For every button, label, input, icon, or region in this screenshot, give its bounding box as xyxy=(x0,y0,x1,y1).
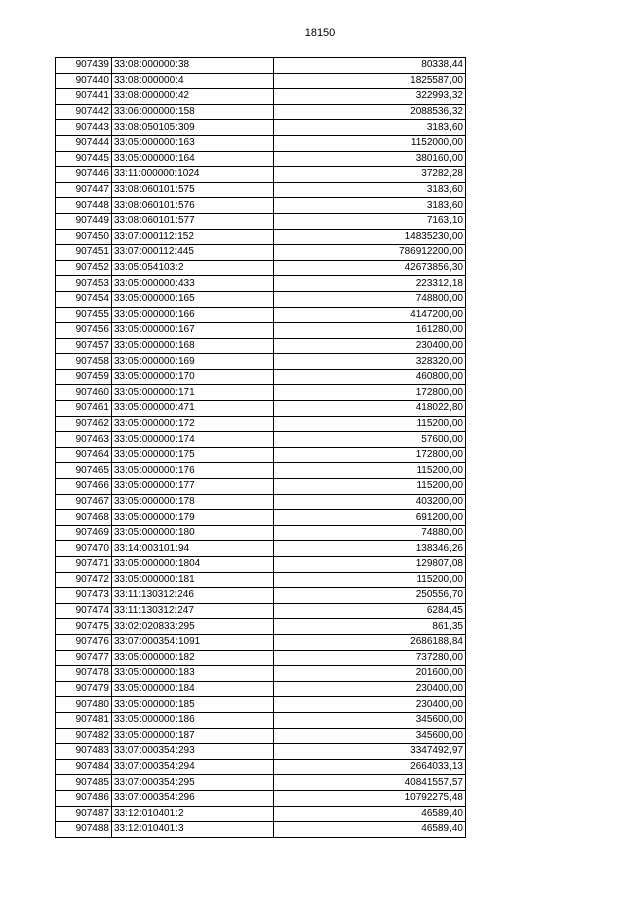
table-row xyxy=(56,416,466,432)
cadastral-value-cell: 138346,26 xyxy=(274,541,466,557)
row-number-cell: 907466 xyxy=(56,479,112,495)
cadastral-number-cell: 33:08:000000:4 xyxy=(112,73,274,89)
row-number-cell: 907479 xyxy=(56,681,112,697)
cadastral-value-cell: 691200,00 xyxy=(274,510,466,526)
table-row xyxy=(56,120,466,136)
row-number-cell: 907477 xyxy=(56,650,112,666)
row-number-cell: 907475 xyxy=(56,619,112,635)
table-row xyxy=(56,58,466,74)
row-number-cell: 907448 xyxy=(56,198,112,214)
cadastral-value-cell: 230400,00 xyxy=(274,681,466,697)
table-row xyxy=(56,728,466,744)
cadastral-number-cell: 33:02:020833:295 xyxy=(112,619,274,635)
table-row xyxy=(56,806,466,822)
cadastral-value-cell: 172800,00 xyxy=(274,447,466,463)
cadastral-number-cell: 33:07:000354:295 xyxy=(112,775,274,791)
table-row xyxy=(56,401,466,417)
cadastral-value-cell: 230400,00 xyxy=(274,338,466,354)
cadastral-value-cell: 115200,00 xyxy=(274,416,466,432)
row-number-cell: 907484 xyxy=(56,759,112,775)
cadastral-number-cell: 33:07:000112:152 xyxy=(112,229,274,245)
cadastral-value-cell: 1152000,00 xyxy=(274,135,466,151)
cadastral-value-cell: 345600,00 xyxy=(274,712,466,728)
table-row xyxy=(56,541,466,557)
row-number-cell: 907487 xyxy=(56,806,112,822)
cadastral-number-cell: 33:05:000000:176 xyxy=(112,463,274,479)
table-row xyxy=(56,712,466,728)
table-row xyxy=(56,151,466,167)
cadastral-value-cell: 115200,00 xyxy=(274,479,466,495)
cadastral-number-cell: 33:05:000000:166 xyxy=(112,307,274,323)
cadastral-number-cell: 33:11:000000:1024 xyxy=(112,167,274,183)
table-row xyxy=(56,104,466,120)
cadastral-value-cell: 3183,60 xyxy=(274,198,466,214)
cadastral-number-cell: 33:08:000000:42 xyxy=(112,89,274,105)
cadastral-number-cell: 33:07:000354:293 xyxy=(112,744,274,760)
cadastral-value-cell: 3183,60 xyxy=(274,120,466,136)
row-number-cell: 907452 xyxy=(56,260,112,276)
cadastral-number-cell: 33:11:130312:247 xyxy=(112,603,274,619)
row-number-cell: 907483 xyxy=(56,744,112,760)
row-number-cell: 907462 xyxy=(56,416,112,432)
cadastral-value-cell: 3183,60 xyxy=(274,182,466,198)
cadastral-number-cell: 33:07:000354:1091 xyxy=(112,634,274,650)
table-row xyxy=(56,307,466,323)
cadastral-value-cell: 172800,00 xyxy=(274,385,466,401)
row-number-cell: 907443 xyxy=(56,120,112,136)
row-number-cell: 907450 xyxy=(56,229,112,245)
cadastral-value-cell: 7163,10 xyxy=(274,213,466,229)
table-row xyxy=(56,572,466,588)
table-row xyxy=(56,213,466,229)
cadastral-number-cell: 33:05:000000:181 xyxy=(112,572,274,588)
table-row xyxy=(56,245,466,261)
table-body xyxy=(56,58,466,838)
row-number-cell: 907444 xyxy=(56,135,112,151)
cadastral-number-cell: 33:12:010401:2 xyxy=(112,806,274,822)
row-number-cell: 907470 xyxy=(56,541,112,557)
row-number-cell: 907451 xyxy=(56,245,112,261)
cadastral-value-cell: 2686188,84 xyxy=(274,634,466,650)
row-number-cell: 907473 xyxy=(56,588,112,604)
row-number-cell: 907469 xyxy=(56,525,112,541)
table-row xyxy=(56,666,466,682)
table-row xyxy=(56,588,466,604)
cadastral-number-cell: 33:05:000000:170 xyxy=(112,369,274,385)
table-row xyxy=(56,634,466,650)
row-number-cell: 907456 xyxy=(56,323,112,339)
cadastral-value-cell: 10792275,48 xyxy=(274,790,466,806)
cadastral-value-cell: 3347492,97 xyxy=(274,744,466,760)
cadastral-number-cell: 33:07:000354:296 xyxy=(112,790,274,806)
cadastral-number-cell: 33:05:000000:167 xyxy=(112,323,274,339)
table-row xyxy=(56,276,466,292)
cadastral-value-cell: 403200,00 xyxy=(274,494,466,510)
row-number-cell: 907447 xyxy=(56,182,112,198)
table-row xyxy=(56,447,466,463)
cadastral-number-cell: 33:08:050105:309 xyxy=(112,120,274,136)
table-row xyxy=(56,759,466,775)
cadastral-number-cell: 33:08:060101:577 xyxy=(112,213,274,229)
cadastral-number-cell: 33:08:060101:576 xyxy=(112,198,274,214)
cadastral-value-cell: 4147200,00 xyxy=(274,307,466,323)
row-number-cell: 907472 xyxy=(56,572,112,588)
table-row xyxy=(56,73,466,89)
table-row xyxy=(56,463,466,479)
cadastral-value-cell: 230400,00 xyxy=(274,697,466,713)
table-row xyxy=(56,650,466,666)
table-row xyxy=(56,697,466,713)
cadastral-value-cell: 46589,40 xyxy=(274,806,466,822)
cadastral-number-cell: 33:05:000000:471 xyxy=(112,401,274,417)
row-number-cell: 907442 xyxy=(56,104,112,120)
table-row xyxy=(56,525,466,541)
table-row xyxy=(56,790,466,806)
cadastral-number-cell: 33:05:000000:168 xyxy=(112,338,274,354)
row-number-cell: 907485 xyxy=(56,775,112,791)
row-number-cell: 907459 xyxy=(56,369,112,385)
cadastral-value-cell: 37282,28 xyxy=(274,167,466,183)
cadastral-number-cell: 33:08:060101:575 xyxy=(112,182,274,198)
cadastral-value-cell: 861,35 xyxy=(274,619,466,635)
table-row xyxy=(56,603,466,619)
row-number-cell: 907488 xyxy=(56,822,112,838)
row-number-cell: 907482 xyxy=(56,728,112,744)
row-number-cell: 907468 xyxy=(56,510,112,526)
row-number-cell: 907453 xyxy=(56,276,112,292)
cadastral-value-cell: 748800,00 xyxy=(274,291,466,307)
cadastral-value-cell: 42673856,30 xyxy=(274,260,466,276)
cadastral-value-cell: 250556,70 xyxy=(274,588,466,604)
cadastral-value-cell: 115200,00 xyxy=(274,463,466,479)
row-number-cell: 907467 xyxy=(56,494,112,510)
cadastral-number-cell: 33:12:010401:3 xyxy=(112,822,274,838)
table-row xyxy=(56,167,466,183)
row-number-cell: 907440 xyxy=(56,73,112,89)
row-number-cell: 907478 xyxy=(56,666,112,682)
cadastral-number-cell: 33:05:000000:185 xyxy=(112,697,274,713)
row-number-cell: 907481 xyxy=(56,712,112,728)
row-number-cell: 907471 xyxy=(56,557,112,573)
row-number-cell: 907457 xyxy=(56,338,112,354)
row-number-cell: 907439 xyxy=(56,58,112,74)
cadastral-value-cell: 2088536,32 xyxy=(274,104,466,120)
row-number-cell: 907460 xyxy=(56,385,112,401)
cadastral-value-cell: 223312,18 xyxy=(274,276,466,292)
row-number-cell: 907445 xyxy=(56,151,112,167)
table-row xyxy=(56,744,466,760)
cadastral-value-cell: 6284,45 xyxy=(274,603,466,619)
table-row xyxy=(56,198,466,214)
cadastral-value-table xyxy=(55,57,466,838)
cadastral-number-cell: 33:05:000000:187 xyxy=(112,728,274,744)
cadastral-number-cell: 33:05:054103:2 xyxy=(112,260,274,276)
row-number-cell: 907446 xyxy=(56,167,112,183)
row-number-cell: 907464 xyxy=(56,447,112,463)
cadastral-number-cell: 33:07:000354:294 xyxy=(112,759,274,775)
cadastral-number-cell: 33:05:000000:175 xyxy=(112,447,274,463)
cadastral-value-cell: 201600,00 xyxy=(274,666,466,682)
cadastral-value-cell: 46589,40 xyxy=(274,822,466,838)
cadastral-number-cell: 33:05:000000:174 xyxy=(112,432,274,448)
cadastral-number-cell: 33:05:000000:178 xyxy=(112,494,274,510)
cadastral-value-cell: 14835230,00 xyxy=(274,229,466,245)
cadastral-number-cell: 33:05:000000:171 xyxy=(112,385,274,401)
table-row xyxy=(56,619,466,635)
table-row xyxy=(56,369,466,385)
table-row xyxy=(56,291,466,307)
cadastral-value-cell: 74880,00 xyxy=(274,525,466,541)
row-number-cell: 907465 xyxy=(56,463,112,479)
table-row xyxy=(56,135,466,151)
cadastral-number-cell: 33:05:000000:164 xyxy=(112,151,274,167)
table-row xyxy=(56,681,466,697)
cadastral-number-cell: 33:05:000000:180 xyxy=(112,525,274,541)
cadastral-value-cell: 129807,08 xyxy=(274,557,466,573)
cadastral-value-cell: 80338,44 xyxy=(274,58,466,74)
table-row xyxy=(56,385,466,401)
cadastral-number-cell: 33:06:000000:158 xyxy=(112,104,274,120)
cadastral-value-cell: 115200,00 xyxy=(274,572,466,588)
table-row xyxy=(56,510,466,526)
cadastral-number-cell: 33:05:000000:172 xyxy=(112,416,274,432)
table-row xyxy=(56,775,466,791)
page-number: 18150 xyxy=(304,27,336,39)
table-row xyxy=(56,479,466,495)
cadastral-value-cell: 418022,80 xyxy=(274,401,466,417)
cadastral-value-cell: 345600,00 xyxy=(274,728,466,744)
cadastral-number-cell: 33:14:003101:94 xyxy=(112,541,274,557)
row-number-cell: 907461 xyxy=(56,401,112,417)
row-number-cell: 907441 xyxy=(56,89,112,105)
cadastral-value-cell: 380160,00 xyxy=(274,151,466,167)
cadastral-number-cell: 33:05:000000:183 xyxy=(112,666,274,682)
cadastral-number-cell: 33:07:000112:445 xyxy=(112,245,274,261)
row-number-cell: 907454 xyxy=(56,291,112,307)
table-row xyxy=(56,354,466,370)
cadastral-value-cell: 161280,00 xyxy=(274,323,466,339)
cadastral-number-cell: 33:05:000000:186 xyxy=(112,712,274,728)
cadastral-value-cell: 40841557,57 xyxy=(274,775,466,791)
row-number-cell: 907486 xyxy=(56,790,112,806)
table-row xyxy=(56,260,466,276)
cadastral-value-cell: 57600,00 xyxy=(274,432,466,448)
table-row xyxy=(56,229,466,245)
table-row xyxy=(56,338,466,354)
table-row xyxy=(56,323,466,339)
cadastral-number-cell: 33:05:000000:169 xyxy=(112,354,274,370)
cadastral-value-cell: 322993,32 xyxy=(274,89,466,105)
cadastral-number-cell: 33:05:000000:177 xyxy=(112,479,274,495)
row-number-cell: 907458 xyxy=(56,354,112,370)
table-row xyxy=(56,182,466,198)
cadastral-value-cell: 737280,00 xyxy=(274,650,466,666)
table-row xyxy=(56,494,466,510)
row-number-cell: 907463 xyxy=(56,432,112,448)
table-row xyxy=(56,432,466,448)
row-number-cell: 907476 xyxy=(56,634,112,650)
cadastral-number-cell: 33:05:000000:163 xyxy=(112,135,274,151)
cadastral-number-cell: 33:05:000000:165 xyxy=(112,291,274,307)
row-number-cell: 907474 xyxy=(56,603,112,619)
row-number-cell: 907449 xyxy=(56,213,112,229)
table-row xyxy=(56,822,466,838)
cadastral-number-cell: 33:05:000000:433 xyxy=(112,276,274,292)
cadastral-number-cell: 33:05:000000:179 xyxy=(112,510,274,526)
cadastral-number-cell: 33:05:000000:184 xyxy=(112,681,274,697)
cadastral-number-cell: 33:11:130312:246 xyxy=(112,588,274,604)
row-number-cell: 907480 xyxy=(56,697,112,713)
cadastral-value-cell: 786912200,00 xyxy=(274,245,466,261)
cadastral-number-cell: 33:05:000000:1804 xyxy=(112,557,274,573)
cadastral-value-cell: 2664033,13 xyxy=(274,759,466,775)
cadastral-number-cell: 33:08:000000:38 xyxy=(112,58,274,74)
table-row xyxy=(56,557,466,573)
row-number-cell: 907455 xyxy=(56,307,112,323)
cadastral-number-cell: 33:05:000000:182 xyxy=(112,650,274,666)
cadastral-value-cell: 1825587,00 xyxy=(274,73,466,89)
cadastral-value-cell: 460800,00 xyxy=(274,369,466,385)
table-row xyxy=(56,89,466,105)
cadastral-value-cell: 328320,00 xyxy=(274,354,466,370)
